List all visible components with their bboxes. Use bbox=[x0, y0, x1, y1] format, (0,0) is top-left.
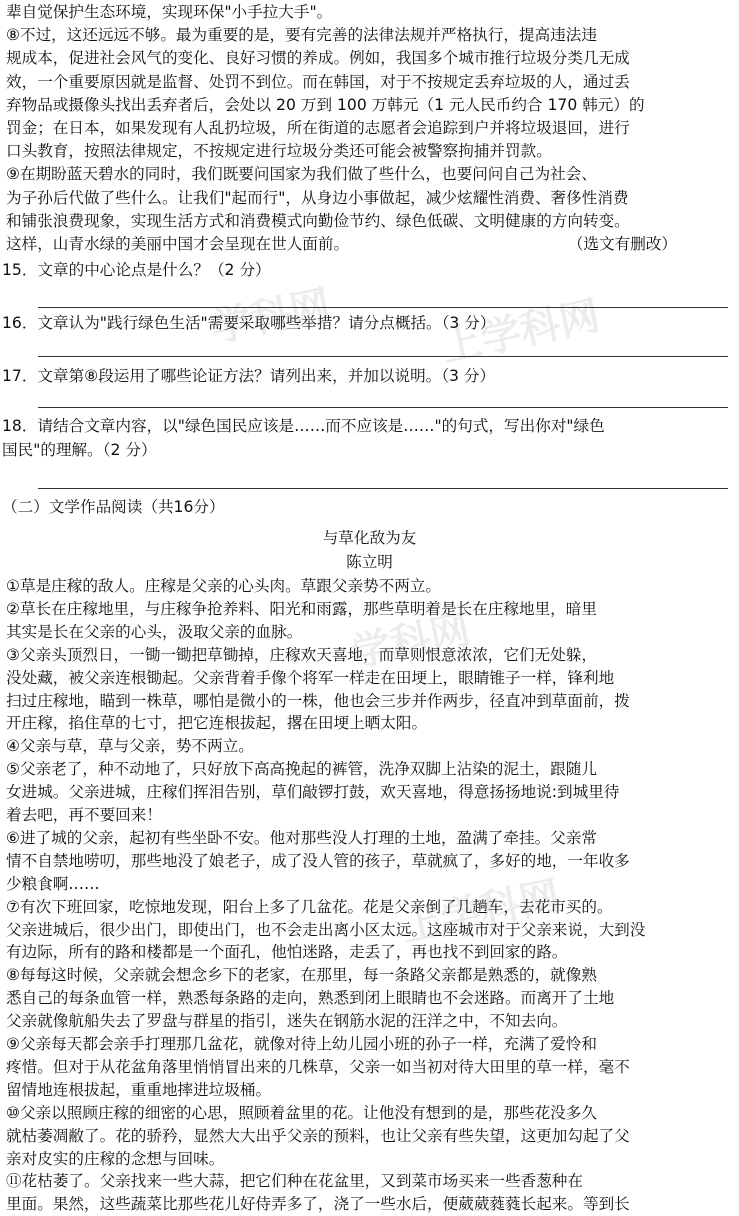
paragraph-line: 留情地连根拔起，重重地摔进垃圾桶。 bbox=[6, 1080, 272, 1099]
question-line: 15．文章的中心论点是什么？（2 分） bbox=[2, 261, 271, 279]
question-line: 18．请结合文章内容，以"绿色国民应该是……而不应该是……"的句式，写出你对"绿色 bbox=[2, 417, 605, 435]
question-line: 17．文章第⑧段运用了哪些论证方法？请列出来，并加以说明。（3 分） bbox=[2, 367, 496, 385]
section-title: （二）文学作品阅读（共16分） bbox=[2, 498, 225, 516]
watermark: 学科网 bbox=[207, 281, 335, 352]
source-note: （选文有删改） bbox=[567, 235, 677, 253]
paragraph-line: 开庄稼，掐住草的七寸，把它连根拔起，撂在田埂上晒太阳。 bbox=[6, 714, 428, 733]
paragraph-line: 少粮食啊…… bbox=[6, 874, 100, 893]
paragraph-line: 里面。果然，这些蔬菜比那些花儿好侍弄多了，浇了一些水后，便葳葳蕤蕤长起来。等到长 bbox=[6, 1195, 630, 1214]
answer-blank[interactable] bbox=[38, 407, 728, 408]
watermark: 上学科网 bbox=[397, 872, 564, 952]
paragraph-line: ⑧不过，这还远远不够。最为重要的是，要有完善的法律法规并严格执行，提高违法违 bbox=[6, 26, 597, 45]
paragraph-line: 就枯萎凋敝了。花的骄矜，显然大大出乎父亲的预料，也让父亲有些失望，这更加勾起了父 bbox=[6, 1126, 630, 1145]
paragraph-line: 亲对皮实的庄稼的念想与回味。 bbox=[6, 1149, 225, 1168]
paragraph-line: 弃物品或摄像头找出丢弃者后，会处以 20 万到 100 万韩元（1 元人民币约合 170 韩元）的 bbox=[6, 95, 645, 114]
paragraph-line: 女进城。父亲进城，庄稼们挥泪告别，草们敲锣打鼓，欢天喜地，得意扬扬地说:到城里待 bbox=[6, 783, 620, 802]
paragraph-line: ⑪花枯萎了。父亲找来一些大蒜，把它们种在花盆里，又到菜市场买来一些香葱种在 bbox=[6, 1172, 583, 1191]
paragraph-line: 悉自己的每条血管一样，熟悉每条路的走向，熟悉到闭上眼睛也不会迷路。而离开了土地 bbox=[6, 989, 615, 1008]
paragraph-line: 疼惜。但对于从花盆角落里悄悄冒出来的几株草，父亲一如当初对待大田里的草一样，毫不 bbox=[6, 1057, 630, 1076]
paragraph-line: ⑤父亲老了，种不动地了，只好放下高高挽起的裤管，洗净双脚上沾染的泥土，跟随儿 bbox=[6, 760, 597, 779]
paragraph-line: ⑩父亲以照顾庄稼的细密的心思，照顾着盆里的花。让他没有想到的是，那些花没多久 bbox=[6, 1103, 597, 1122]
paragraph-line: ③父亲头顶烈日，一锄一锄把草锄掉，庄稼欢天喜地，而草则恨意浓浓，它们无处躲， bbox=[6, 645, 597, 664]
paragraph-line: ④父亲与草，草与父亲，势不两立。 bbox=[6, 737, 254, 756]
paragraph-line: 情不自禁地唠叨，那些地没了娘老子，成了没人管的孩子，草就疯了，多好的地，一年收多 bbox=[6, 851, 630, 870]
paragraph-line: ②草长在庄稼地里，与庄稼争抢养料、阳光和雨露，那些草明着是长在庄稼地里，暗里 bbox=[6, 599, 597, 618]
paragraph-line: 父亲进城后，很少出门，即使出门，也不会走出离小区太远。这座城市对于父亲来说，大到没 bbox=[6, 920, 646, 939]
paragraph-line: 口头教育，按照法律规定，不按规定进行垃圾分类还可能会被警察拘捕并罚款。 bbox=[6, 142, 552, 161]
paragraph-line: 罚金；在日本，如果发现有人乱扔垃圾，所在街道的志愿者会追踪到户并将垃圾退回，进行 bbox=[6, 119, 630, 137]
paragraph-line: 效，一个重要原因就是监督、处罚不到位。而在韩国，对于不按规定丢弃垃圾的人，通过丢 bbox=[6, 72, 630, 91]
paragraph-line: 扫过庄稼地，瞄到一株草，哪怕是微小的一株，他也会三步并作两步，径直冲到草面前，拨 bbox=[6, 691, 630, 710]
paragraph-line: 和铺张浪费现象，实现生活方式和消费模式向勤俭节约、绿色低碳、文明健康的方向转变。 bbox=[6, 211, 630, 230]
paragraph-line: ⑨在期盼蓝天碧水的同时，我们既要问国家为我们做了些什么，也要问问自己为社会、 bbox=[6, 165, 597, 184]
answer-blank[interactable] bbox=[38, 307, 728, 308]
watermark: 上学科网 bbox=[437, 292, 604, 372]
paragraph-line: ⑧每每这时候，父亲就会想念乡下的老家，在那里，每一条路父亲都是熟悉的，就像熟 bbox=[6, 966, 597, 985]
paragraph-line: ⑦有次下班回家，吃惊地发现，阳台上多了几盆花。花是父亲倒了几趟车，去花市买的。 bbox=[6, 897, 613, 916]
paragraph-line: 为子孙后代做了些什么。让我们"起而行"，从身边小事做起，减少炫耀性消费、奢侈性消费 bbox=[6, 188, 629, 207]
paragraph-line: 辈自觉保护生态环境，实现环保"小手拉大手"。 bbox=[6, 3, 333, 21]
paragraph-line: 没处藏，被父亲连根锄起。父亲背着手像个将军一样走在田埂上，眼睛锥子一样，锋利地 bbox=[6, 668, 615, 687]
question-line: 国民"的理解。（2 分） bbox=[2, 441, 157, 459]
watermark: 学科网 bbox=[347, 606, 475, 677]
paragraph-line: ⑥进了城的父亲，起初有些坐卧不安。他对那些没人打理的土地，盈满了牵挂。父亲常 bbox=[6, 828, 597, 847]
author: 陈立明 bbox=[346, 553, 393, 571]
paragraph-line: 其实是长在父亲的心头，汲取父亲的血脉。 bbox=[6, 622, 303, 641]
paragraph-line: 有边际，所有的路和楼都是一个面孔，他怕迷路，走丢了，再也找不到回家的路。 bbox=[6, 943, 568, 962]
paragraph-line: 这样，山青水绿的美丽中国才会呈现在世人面前。 bbox=[6, 235, 350, 253]
story-title: 与草化敌为友 bbox=[322, 529, 417, 547]
question-line: 16．文章认为"践行绿色生活"需要采取哪些举措？请分点概括。（3 分） bbox=[2, 314, 496, 332]
answer-blank[interactable] bbox=[38, 488, 728, 489]
answer-blank[interactable] bbox=[38, 356, 728, 357]
paragraph-line: 着去吧，再不要回来！ bbox=[6, 806, 162, 824]
paragraph-line: 父亲就像航船失去了罗盘与群星的指引，迷失在钢筋水泥的汪洋之中，不知去向。 bbox=[6, 1012, 568, 1031]
paragraph-line: ⑨父亲每天都会亲手打理那几盆花，就像对待上幼儿园小班的孙子一样，充满了爱怜和 bbox=[6, 1035, 597, 1053]
paragraph-line: 规成本，促进社会风气的变化、良好习惯的养成。例如，我国多个城市推行垃圾分类几无成 bbox=[6, 49, 630, 68]
paragraph-line: ①草是庄稼的敌人。庄稼是父亲的心头肉。草跟父亲势不两立。 bbox=[6, 577, 442, 595]
